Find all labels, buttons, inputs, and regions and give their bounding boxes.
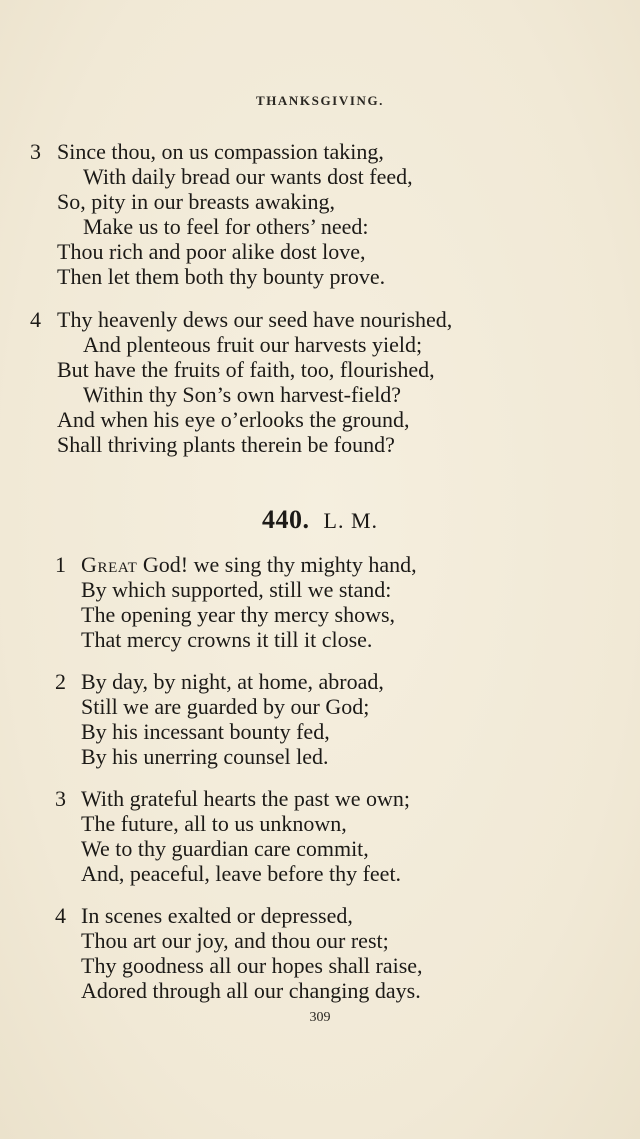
verse-line: By which supported, still we stand: <box>81 577 392 602</box>
stanza-number: 4 <box>30 307 41 332</box>
stanza-number: 3 <box>30 139 41 164</box>
verse-line: By his incessant bounty fed, <box>81 719 330 744</box>
verse-line: With grateful hearts the past we own; <box>81 786 411 811</box>
verse-line: We to thy guardian care commit, <box>81 836 369 861</box>
stanza-number: 2 <box>55 669 66 694</box>
hymn-heading <box>0 505 640 536</box>
verse-line: Since thou, on us compassion taking, <box>57 139 384 164</box>
verse-line: Adored through all our changing days. <box>81 978 421 1003</box>
stanza-number: 3 <box>55 786 66 811</box>
verse-line: By his unerring counsel led. <box>81 744 329 769</box>
verse-line: Thy goodness all our hopes shall raise, <box>81 953 423 978</box>
verse-line: And, peaceful, leave before thy feet. <box>81 861 402 886</box>
verse-line: Then let them both thy bounty prove. <box>57 264 386 289</box>
hymn-number: 440. <box>262 505 310 534</box>
verse-line: The future, all to us unknown, <box>81 811 347 836</box>
verse-line: And plenteous fruit our harvests yield; <box>83 332 423 357</box>
verse-line: That mercy crowns it till it close. <box>81 627 373 652</box>
verse-line: By day, by night, at home, abroad, <box>81 669 384 694</box>
verse-line: The opening year thy mercy shows, <box>81 602 396 627</box>
verse-line: With daily bread our wants dost feed, <box>83 164 413 189</box>
stanza-number: 1 <box>55 552 66 577</box>
verse-line: But have the fruits of faith, too, flourished, <box>57 357 435 382</box>
verse-line: Still we are guarded by our God; <box>81 694 370 719</box>
verse-line: Thou rich and poor alike dost love, <box>57 239 366 264</box>
running-head: THANKSGIVING. <box>255 93 385 108</box>
verse-line: Within thy Son’s own harvest-field? <box>83 382 402 407</box>
page-number: 309 <box>309 1010 331 1025</box>
first-word-smallcaps: Great <box>81 552 138 577</box>
stanza-number: 4 <box>55 903 66 928</box>
verse-line <box>81 553 417 577</box>
verse-line: And when his eye o’erlooks the ground, <box>57 407 410 432</box>
verse-line: Thy heavenly dews our seed have nourished, <box>57 307 453 332</box>
verse-line: In scenes exalted or depressed, <box>81 903 353 928</box>
verse-line: Thou art our joy, and thou our rest; <box>81 928 389 953</box>
verse-line: Shall thriving plants therein be found? <box>57 432 395 457</box>
hymn-meter: L. M. <box>323 508 378 533</box>
first-line-rest: God! we sing thy mighty hand, <box>137 552 417 577</box>
verse-line: So, pity in our breasts awaking, <box>57 189 336 214</box>
verse-line: Make us to feel for others’ need: <box>83 214 369 239</box>
